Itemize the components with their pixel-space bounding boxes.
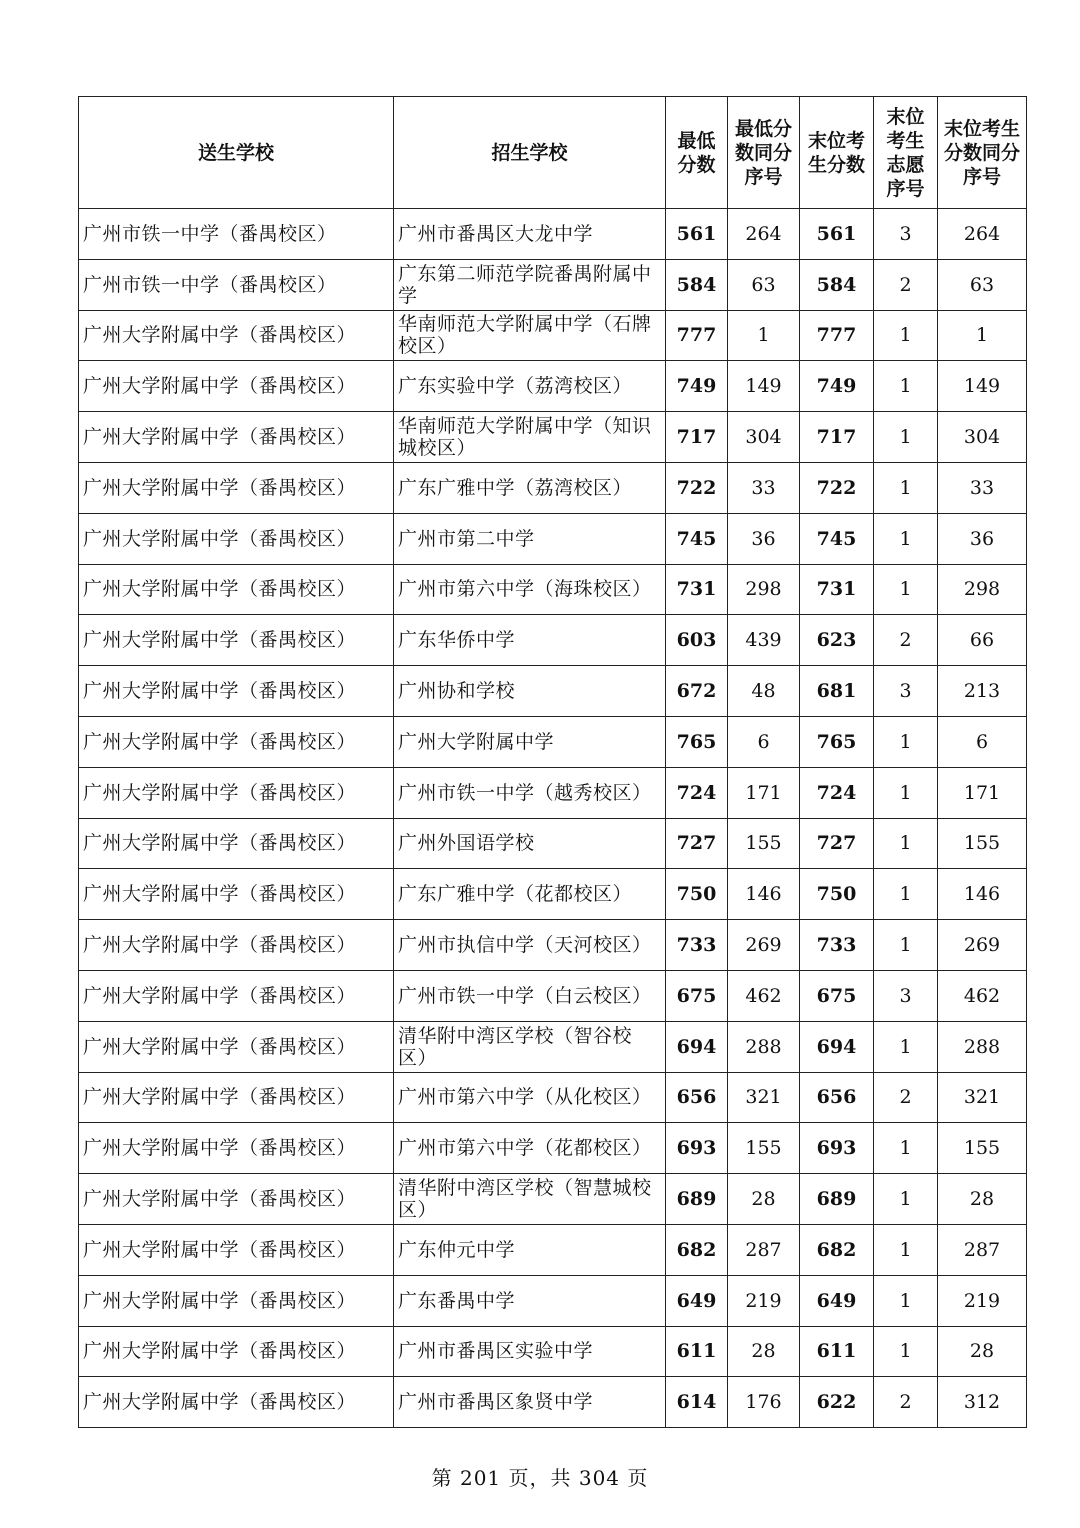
send-school-cell: 广州大学附属中学（番禺校区） bbox=[79, 970, 394, 1021]
last-score-cell: 749 bbox=[800, 361, 874, 412]
recv-school-cell: 广州市第六中学（从化校区） bbox=[394, 1072, 666, 1123]
last-wish-cell: 1 bbox=[874, 1021, 938, 1072]
table-row bbox=[79, 615, 1027, 666]
recv-school-cell: 广州市铁一中学（白云校区） bbox=[394, 970, 666, 1021]
table-header-row bbox=[79, 97, 1027, 209]
last-score-cell: 750 bbox=[800, 869, 874, 920]
last-score-cell: 656 bbox=[800, 1072, 874, 1123]
last-rank-cell: 1 bbox=[938, 310, 1027, 361]
table-row bbox=[79, 1275, 1027, 1326]
send-school-cell: 广州大学附属中学（番禺校区） bbox=[79, 462, 394, 513]
last-score-cell: 765 bbox=[800, 716, 874, 767]
header-min-rank-line: 序号 bbox=[744, 165, 783, 188]
header-min-score bbox=[666, 97, 728, 209]
last-wish-cell: 1 bbox=[874, 361, 938, 412]
min-score-cell: 584 bbox=[666, 259, 728, 310]
last-wish-cell: 2 bbox=[874, 1072, 938, 1123]
last-rank-cell: 219 bbox=[938, 1275, 1027, 1326]
header-min-rank-line: 最低分 bbox=[734, 117, 792, 140]
last-wish-cell: 1 bbox=[874, 1174, 938, 1225]
last-rank-cell: 462 bbox=[938, 970, 1027, 1021]
recv-school-cell: 广东番禺中学 bbox=[394, 1275, 666, 1326]
recv-school-cell: 广州大学附属中学 bbox=[394, 716, 666, 767]
recv-school-cell: 广州市番禺区大龙中学 bbox=[394, 209, 666, 260]
last-rank-cell: 213 bbox=[938, 666, 1027, 717]
last-score-cell: 611 bbox=[800, 1326, 874, 1377]
last-score-cell: 693 bbox=[800, 1123, 874, 1174]
last-score-cell: 722 bbox=[800, 462, 874, 513]
recv-school-cell: 广东广雅中学（花都校区） bbox=[394, 869, 666, 920]
min-score-cell: 724 bbox=[666, 767, 728, 818]
recv-school-cell: 广东广雅中学（荔湾校区） bbox=[394, 462, 666, 513]
min-rank-cell: 33 bbox=[728, 462, 800, 513]
last-score-cell: 689 bbox=[800, 1174, 874, 1225]
min-score-cell: 614 bbox=[666, 1377, 728, 1428]
last-rank-cell: 63 bbox=[938, 259, 1027, 310]
last-wish-cell: 1 bbox=[874, 1123, 938, 1174]
last-score-cell: 733 bbox=[800, 920, 874, 971]
min-rank-cell: 28 bbox=[728, 1174, 800, 1225]
min-rank-cell: 155 bbox=[728, 1123, 800, 1174]
last-wish-cell: 1 bbox=[874, 920, 938, 971]
send-school-cell: 广州市铁一中学（番禺校区） bbox=[79, 259, 394, 310]
header-min-score-line: 分数 bbox=[677, 153, 716, 176]
send-school-cell: 广州大学附属中学（番禺校区） bbox=[79, 1377, 394, 1428]
last-wish-cell: 1 bbox=[874, 462, 938, 513]
send-school-cell: 广州大学附属中学（番禺校区） bbox=[79, 513, 394, 564]
last-rank-cell: 146 bbox=[938, 869, 1027, 920]
last-rank-cell: 304 bbox=[938, 412, 1027, 463]
send-school-cell: 广州大学附属中学（番禺校区） bbox=[79, 1224, 394, 1275]
table-row bbox=[79, 1224, 1027, 1275]
send-school-cell: 广州大学附属中学（番禺校区） bbox=[79, 412, 394, 463]
min-score-cell: 689 bbox=[666, 1174, 728, 1225]
min-rank-cell: 63 bbox=[728, 259, 800, 310]
min-score-cell: 745 bbox=[666, 513, 728, 564]
recv-school-cell: 广州市番禺区象贤中学 bbox=[394, 1377, 666, 1428]
last-rank-cell: 36 bbox=[938, 513, 1027, 564]
table-row bbox=[79, 970, 1027, 1021]
recv-school-cell: 广州协和学校 bbox=[394, 666, 666, 717]
last-score-cell: 584 bbox=[800, 259, 874, 310]
table-row bbox=[79, 1123, 1027, 1174]
header-last-score-line: 末位考 bbox=[807, 129, 865, 152]
last-rank-cell: 264 bbox=[938, 209, 1027, 260]
send-school-cell: 广州大学附属中学（番禺校区） bbox=[79, 1174, 394, 1225]
table-row bbox=[79, 666, 1027, 717]
min-rank-cell: 6 bbox=[728, 716, 800, 767]
min-rank-cell: 298 bbox=[728, 564, 800, 615]
last-score-cell: 681 bbox=[800, 666, 874, 717]
last-rank-cell: 298 bbox=[938, 564, 1027, 615]
min-score-cell: 675 bbox=[666, 970, 728, 1021]
header-last-rank-line: 分数同分 bbox=[943, 141, 1020, 164]
last-rank-cell: 269 bbox=[938, 920, 1027, 971]
send-school-cell: 广州大学附属中学（番禺校区） bbox=[79, 361, 394, 412]
table-row bbox=[79, 209, 1027, 260]
last-score-cell: 727 bbox=[800, 818, 874, 869]
recv-school-cell: 广东第二师范学院番禺附属中学 bbox=[394, 259, 666, 310]
table-row bbox=[79, 259, 1027, 310]
table-row bbox=[79, 361, 1027, 412]
table-row bbox=[79, 920, 1027, 971]
header-last-wish-line: 序号 bbox=[886, 177, 925, 200]
min-score-cell: 649 bbox=[666, 1275, 728, 1326]
min-rank-cell: 462 bbox=[728, 970, 800, 1021]
last-rank-cell: 171 bbox=[938, 767, 1027, 818]
last-rank-cell: 155 bbox=[938, 1123, 1027, 1174]
last-wish-cell: 3 bbox=[874, 209, 938, 260]
recv-school-cell: 广州外国语学校 bbox=[394, 818, 666, 869]
table-row bbox=[79, 767, 1027, 818]
table-row bbox=[79, 818, 1027, 869]
recv-school-cell: 广州市第六中学（海珠校区） bbox=[394, 564, 666, 615]
recv-school-cell: 广州市第二中学 bbox=[394, 513, 666, 564]
recv-school-cell: 华南师范大学附属中学（知识城校区） bbox=[394, 412, 666, 463]
min-rank-cell: 264 bbox=[728, 209, 800, 260]
min-rank-cell: 36 bbox=[728, 513, 800, 564]
page-number-footer: 第 201 页，共 304 页 bbox=[431, 1466, 649, 1490]
admission-table bbox=[78, 96, 1027, 1428]
send-school-cell: 广州大学附属中学（番禺校区） bbox=[79, 920, 394, 971]
table-row bbox=[79, 310, 1027, 361]
recv-school-cell: 清华附中湾区学校（智谷校区） bbox=[394, 1021, 666, 1072]
min-score-cell: 733 bbox=[666, 920, 728, 971]
last-rank-cell: 33 bbox=[938, 462, 1027, 513]
last-score-cell: 717 bbox=[800, 412, 874, 463]
min-rank-cell: 1 bbox=[728, 310, 800, 361]
send-school-cell: 广州大学附属中学（番禺校区） bbox=[79, 818, 394, 869]
admission-table-container bbox=[78, 96, 1026, 1428]
last-wish-cell: 1 bbox=[874, 1224, 938, 1275]
last-wish-cell: 1 bbox=[874, 767, 938, 818]
last-score-cell: 731 bbox=[800, 564, 874, 615]
recv-school-cell: 广州市铁一中学（越秀校区） bbox=[394, 767, 666, 818]
send-school-cell: 广州大学附属中学（番禺校区） bbox=[79, 767, 394, 818]
min-rank-cell: 149 bbox=[728, 361, 800, 412]
last-score-cell: 777 bbox=[800, 310, 874, 361]
send-school-cell: 广州大学附属中学（番禺校区） bbox=[79, 716, 394, 767]
table-row bbox=[79, 564, 1027, 615]
table-row bbox=[79, 412, 1027, 463]
min-rank-cell: 439 bbox=[728, 615, 800, 666]
min-score-cell: 682 bbox=[666, 1224, 728, 1275]
min-score-cell: 693 bbox=[666, 1123, 728, 1174]
last-wish-cell: 3 bbox=[874, 666, 938, 717]
min-score-cell: 765 bbox=[666, 716, 728, 767]
header-recv-school: 招生学校 bbox=[394, 97, 666, 209]
table-row bbox=[79, 1326, 1027, 1377]
last-wish-cell: 1 bbox=[874, 869, 938, 920]
recv-school-cell: 广州市执信中学（天河校区） bbox=[394, 920, 666, 971]
recv-school-cell: 华南师范大学附属中学（石牌校区） bbox=[394, 310, 666, 361]
last-wish-cell: 2 bbox=[874, 615, 938, 666]
header-last-rank-line: 序号 bbox=[962, 165, 1001, 188]
header-last-score-line: 生分数 bbox=[807, 153, 865, 176]
last-wish-cell: 1 bbox=[874, 1326, 938, 1377]
send-school-cell: 广州大学附属中学（番禺校区） bbox=[79, 666, 394, 717]
last-wish-cell: 2 bbox=[874, 1377, 938, 1428]
last-wish-cell: 1 bbox=[874, 716, 938, 767]
table-row bbox=[79, 1072, 1027, 1123]
last-score-cell: 745 bbox=[800, 513, 874, 564]
table-row bbox=[79, 1174, 1027, 1225]
send-school-cell: 广州大学附属中学（番禺校区） bbox=[79, 1275, 394, 1326]
min-rank-cell: 155 bbox=[728, 818, 800, 869]
min-rank-cell: 48 bbox=[728, 666, 800, 717]
recv-school-cell: 广东仲元中学 bbox=[394, 1224, 666, 1275]
last-score-cell: 623 bbox=[800, 615, 874, 666]
send-school-cell: 广州大学附属中学（番禺校区） bbox=[79, 1021, 394, 1072]
last-score-cell: 682 bbox=[800, 1224, 874, 1275]
min-rank-cell: 171 bbox=[728, 767, 800, 818]
last-score-cell: 561 bbox=[800, 209, 874, 260]
send-school-cell: 广州大学附属中学（番禺校区） bbox=[79, 564, 394, 615]
send-school-cell: 广州大学附属中学（番禺校区） bbox=[79, 615, 394, 666]
last-rank-cell: 287 bbox=[938, 1224, 1027, 1275]
send-school-cell: 广州市铁一中学（番禺校区） bbox=[79, 209, 394, 260]
min-score-cell: 750 bbox=[666, 869, 728, 920]
table-row bbox=[79, 462, 1027, 513]
last-wish-cell: 1 bbox=[874, 564, 938, 615]
recv-school-cell: 清华附中湾区学校（智慧城校区） bbox=[394, 1174, 666, 1225]
min-score-cell: 727 bbox=[666, 818, 728, 869]
min-rank-cell: 288 bbox=[728, 1021, 800, 1072]
min-rank-cell: 304 bbox=[728, 412, 800, 463]
last-rank-cell: 155 bbox=[938, 818, 1027, 869]
header-min-score-line: 最低 bbox=[677, 129, 716, 152]
min-score-cell: 672 bbox=[666, 666, 728, 717]
table-row bbox=[79, 869, 1027, 920]
min-rank-cell: 146 bbox=[728, 869, 800, 920]
last-wish-cell: 3 bbox=[874, 970, 938, 1021]
send-school-cell: 广州大学附属中学（番禺校区） bbox=[79, 869, 394, 920]
header-last-wish-line: 考生 bbox=[886, 129, 925, 152]
min-rank-cell: 269 bbox=[728, 920, 800, 971]
send-school-cell: 广州大学附属中学（番禺校区） bbox=[79, 310, 394, 361]
table-row bbox=[79, 716, 1027, 767]
min-rank-cell: 287 bbox=[728, 1224, 800, 1275]
last-wish-cell: 1 bbox=[874, 513, 938, 564]
table-row bbox=[79, 513, 1027, 564]
last-rank-cell: 321 bbox=[938, 1072, 1027, 1123]
min-score-cell: 694 bbox=[666, 1021, 728, 1072]
min-rank-cell: 176 bbox=[728, 1377, 800, 1428]
last-wish-cell: 1 bbox=[874, 1275, 938, 1326]
last-score-cell: 622 bbox=[800, 1377, 874, 1428]
min-score-cell: 777 bbox=[666, 310, 728, 361]
header-last-wish-line: 志愿 bbox=[886, 153, 925, 176]
last-rank-cell: 28 bbox=[938, 1174, 1027, 1225]
table-row bbox=[79, 1377, 1027, 1428]
min-rank-cell: 219 bbox=[728, 1275, 800, 1326]
recv-school-cell: 广州市第六中学（花都校区） bbox=[394, 1123, 666, 1174]
min-score-cell: 603 bbox=[666, 615, 728, 666]
last-score-cell: 694 bbox=[800, 1021, 874, 1072]
recv-school-cell: 广州市番禺区实验中学 bbox=[394, 1326, 666, 1377]
last-score-cell: 649 bbox=[800, 1275, 874, 1326]
send-school-cell: 广州大学附属中学（番禺校区） bbox=[79, 1072, 394, 1123]
header-last-wish bbox=[874, 97, 938, 209]
table-row bbox=[79, 1021, 1027, 1072]
header-last-score bbox=[800, 97, 874, 209]
last-wish-cell: 1 bbox=[874, 310, 938, 361]
min-rank-cell: 28 bbox=[728, 1326, 800, 1377]
min-score-cell: 656 bbox=[666, 1072, 728, 1123]
last-wish-cell: 1 bbox=[874, 818, 938, 869]
min-score-cell: 722 bbox=[666, 462, 728, 513]
last-wish-cell: 2 bbox=[874, 259, 938, 310]
last-rank-cell: 149 bbox=[938, 361, 1027, 412]
header-min-rank-line: 数同分 bbox=[734, 141, 792, 164]
send-school-cell: 广州大学附属中学（番禺校区） bbox=[79, 1326, 394, 1377]
last-rank-cell: 66 bbox=[938, 615, 1027, 666]
min-score-cell: 717 bbox=[666, 412, 728, 463]
last-rank-cell: 6 bbox=[938, 716, 1027, 767]
last-rank-cell: 288 bbox=[938, 1021, 1027, 1072]
header-last-rank bbox=[938, 97, 1027, 209]
header-min-rank bbox=[728, 97, 800, 209]
table-body bbox=[79, 209, 1027, 1428]
last-rank-cell: 312 bbox=[938, 1377, 1027, 1428]
min-score-cell: 561 bbox=[666, 209, 728, 260]
header-send-school: 送生学校 bbox=[79, 97, 394, 209]
header-last-wish-line: 末位 bbox=[886, 105, 925, 128]
last-score-cell: 724 bbox=[800, 767, 874, 818]
min-score-cell: 611 bbox=[666, 1326, 728, 1377]
header-last-rank-line: 末位考生 bbox=[943, 117, 1020, 140]
last-rank-cell: 28 bbox=[938, 1326, 1027, 1377]
min-score-cell: 749 bbox=[666, 361, 728, 412]
last-score-cell: 675 bbox=[800, 970, 874, 1021]
recv-school-cell: 广东华侨中学 bbox=[394, 615, 666, 666]
last-wish-cell: 1 bbox=[874, 412, 938, 463]
send-school-cell: 广州大学附属中学（番禺校区） bbox=[79, 1123, 394, 1174]
recv-school-cell: 广东实验中学（荔湾校区） bbox=[394, 361, 666, 412]
min-rank-cell: 321 bbox=[728, 1072, 800, 1123]
min-score-cell: 731 bbox=[666, 564, 728, 615]
